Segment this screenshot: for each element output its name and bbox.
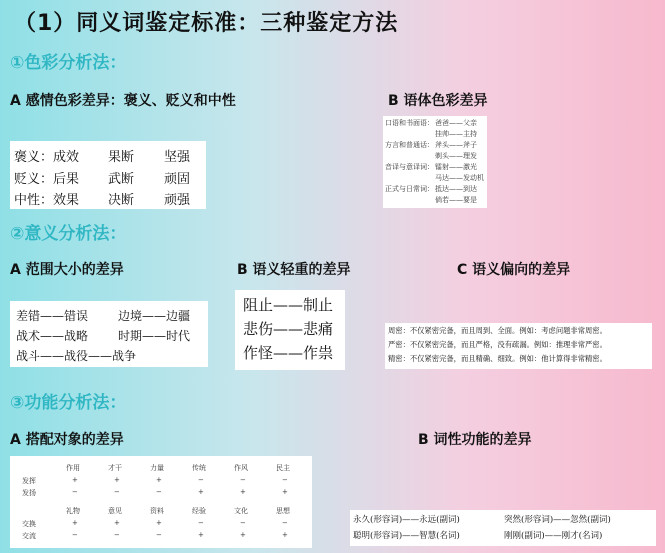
t2-header-6: 思想 [276,507,290,515]
t2-row-1-mark-5: − [240,519,246,527]
t2-row-2-mark-6: + [282,531,288,539]
style-row-3-pair: 斧头——斧子 [435,141,477,149]
t1-row-2-mark-2: − [114,488,120,496]
scope-row-3-a: 战斗——战役——战争 [16,349,137,363]
style-row-1-label: 口语和书面语： [385,119,434,127]
bias-box [385,323,652,369]
collocation-title: A 搭配对象的差异 [10,432,124,448]
t1-row-1-mark-5: − [240,476,246,484]
t2-row-2-mark-1: − [72,531,78,539]
t1-row-1-mark-4: − [198,476,204,484]
section-function-analysis: ③功能分析法： [10,393,127,413]
t1-row-1-mark-6: − [282,476,288,484]
t2-row-2-mark-2: − [114,531,120,539]
scope-row-1-a: 差错——错误 [16,309,89,323]
t2-row-1-label: 交换 [22,520,36,528]
t2-row-1-mark-1: + [72,519,78,527]
style-row-4-pair: 剃头——理发 [435,152,477,160]
emotional-color-title: A 感情色彩差异：褒义、贬义和中性 [10,93,236,109]
style-row-5-label: 音译与意译词： [385,163,434,171]
row-neutral-3: 顽强 [164,193,191,208]
weight-box [235,290,345,370]
style-row-6-pair: 马达——发动机 [435,174,484,182]
row-commendatory-3: 坚强 [164,150,191,165]
t1-row-1-mark-2: + [114,476,120,484]
collocation-box [10,456,312,548]
t1-row-1-mark-3: + [156,476,162,484]
t1-header-6: 民主 [276,464,290,472]
t2-row-1-mark-3: + [156,519,162,527]
t2-header-4: 经验 [192,507,206,515]
section-color-analysis: ①色彩分析法： [10,53,127,73]
t2-row-2-mark-5: + [240,531,246,539]
emotional-color-box [10,141,206,209]
t1-header-2: 才干 [108,464,122,472]
t2-row-1-mark-2: + [114,519,120,527]
page-title: （1）同义词鉴定标准：三种鉴定方法 [14,11,399,36]
t1-row-1-label: 发挥 [22,477,36,485]
t2-row-2-mark-4: + [198,531,204,539]
style-row-8-pair: 倘若——要是 [435,196,477,204]
weight-row-1: 阻止——制止 [243,296,334,314]
style-color-box [383,116,487,208]
t2-header-2: 意见 [108,507,122,515]
t1-header-1: 作用 [66,464,80,472]
row-derogatory-3: 顽固 [164,172,191,187]
style-color-title: B 语体色彩差异 [388,93,488,109]
t1-header-4: 传统 [192,464,206,472]
bias-row-3: 精密：不仅紧密完备，而且精确、细致。例如：他计算得非常精密。 [388,354,607,363]
t1-row-2-label: 发扬 [22,489,36,497]
bias-title: C 语义偏向的差异 [457,262,571,278]
style-row-7-label: 正式与日常词： [385,185,434,193]
row-commendatory-2: 果断 [108,150,135,165]
style-row-3-label: 方言和普通话： [385,141,434,149]
pos-row-1-a: 永久(形容词)——永远(副词) [353,515,460,525]
t2-header-5: 文化 [234,507,248,515]
row-neutral-1: 中性：效果 [14,193,80,208]
scope-row-2-b: 时期——时代 [118,329,191,343]
t2-row-1-mark-6: − [282,519,288,527]
scope-row-1-b: 边境——边疆 [118,309,191,323]
weight-row-3: 作怪——作祟 [243,344,334,362]
t2-header-3: 资料 [150,507,164,515]
style-row-7-pair: 抵达——到达 [435,185,477,193]
t1-header-3: 力量 [150,464,164,472]
weight-title: B 语义轻重的差异 [237,262,351,278]
bias-row-1: 周密：不仅紧密完备，而且周到、全面。例如：考虑问题非常周密。 [388,326,607,335]
t2-row-2-mark-3: − [156,531,162,539]
bias-row-2: 严密：不仅紧密完备，而且严格，没有疏漏。例如：推理非常严密。 [388,340,607,349]
pos-box [350,510,656,546]
t1-row-2-mark-4: + [198,488,204,496]
row-neutral-2: 决断 [108,193,135,208]
row-commendatory-1: 褒义：成效 [14,150,80,165]
weight-row-2: 悲伤——悲痛 [243,320,334,338]
t2-row-1-mark-4: − [198,519,204,527]
pos-row-2-b: 刚刚(副词)——刚才(名词) [504,531,603,541]
t1-row-2-mark-1: − [72,488,78,496]
scope-title: A 范围大小的差异 [10,262,124,278]
row-derogatory-1: 贬义：后果 [14,172,80,187]
row-derogatory-2: 武断 [108,172,135,187]
style-row-1-pair: 爸爸——父亲 [435,119,477,127]
t1-header-5: 作风 [234,464,248,472]
style-row-5-pair: 镭射——激光 [435,163,477,171]
t1-row-2-mark-3: − [156,488,162,496]
style-row-2-pair: 挂帅——主持 [435,130,477,138]
t1-row-2-mark-5: + [240,488,246,496]
pos-row-1-b: 突然(形容词)——忽然(副词) [504,515,611,525]
scope-box [10,301,208,367]
section-meaning-analysis: ②意义分析法： [10,224,127,244]
t1-row-2-mark-6: + [282,488,288,496]
pos-row-2-a: 聪明(形容词)——智慧(名词) [353,531,460,541]
pos-title: B 词性功能的差异 [418,432,532,448]
scope-row-2-a: 战术——战略 [16,329,89,343]
t1-row-1-mark-1: + [72,476,78,484]
t2-header-1: 礼物 [66,507,80,515]
t2-row-2-label: 交流 [22,532,36,540]
